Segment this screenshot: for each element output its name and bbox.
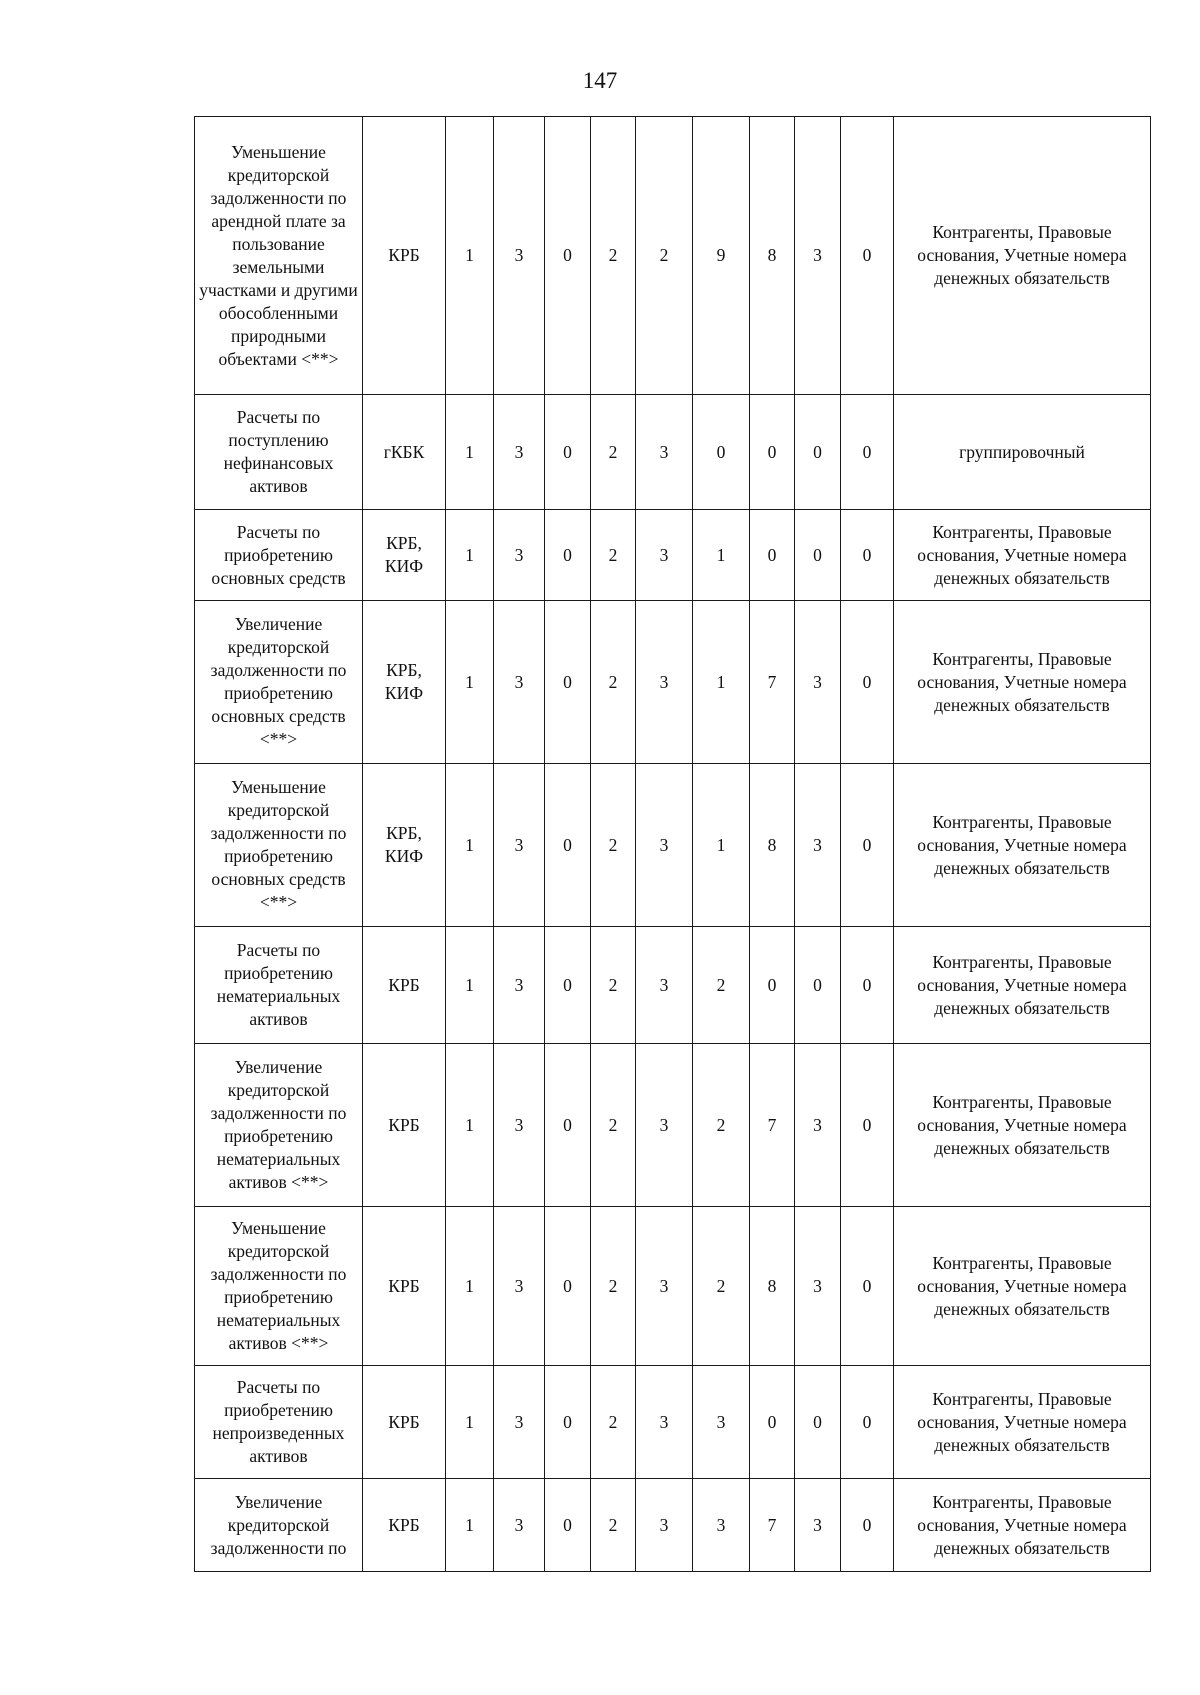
account-type-cell: КРБ bbox=[363, 1366, 446, 1479]
account-digit-cell: 0 bbox=[750, 1366, 795, 1479]
table-row bbox=[195, 395, 1151, 510]
account-digit-cell: 0 bbox=[841, 1366, 894, 1479]
account-name-cell: Уменьшение кредиторской задолженности по приобретению нематериальных активов <**> bbox=[195, 1207, 363, 1366]
account-digit-cell: 3 bbox=[636, 764, 693, 927]
account-digit-cell: 3 bbox=[494, 1044, 545, 1207]
account-digit-cell: 0 bbox=[750, 510, 795, 601]
account-digit-cell: 0 bbox=[841, 927, 894, 1044]
account-digit-cell: 0 bbox=[795, 927, 841, 1044]
account-digit-cell: 3 bbox=[494, 927, 545, 1044]
account-digit-cell: 1 bbox=[446, 510, 494, 601]
analytics-cell: Контрагенты, Правовые основания, Учетные номера денежных обязательств bbox=[894, 117, 1151, 395]
account-digit-cell: 2 bbox=[591, 117, 636, 395]
account-digit-cell: 3 bbox=[494, 1207, 545, 1366]
account-digit-cell: 3 bbox=[795, 1044, 841, 1207]
account-digit-cell: 3 bbox=[636, 1044, 693, 1207]
account-digit-cell: 0 bbox=[693, 395, 750, 510]
account-digit-cell: 1 bbox=[446, 764, 494, 927]
account-digit-cell: 0 bbox=[795, 1366, 841, 1479]
account-digit-cell: 8 bbox=[750, 1207, 795, 1366]
account-digit-cell: 3 bbox=[636, 927, 693, 1044]
table-row bbox=[195, 601, 1151, 764]
account-digit-cell: 3 bbox=[795, 117, 841, 395]
account-digit-cell: 0 bbox=[841, 510, 894, 601]
analytics-cell: Контрагенты, Правовые основания, Учетные номера денежных обязательств bbox=[894, 927, 1151, 1044]
account-digit-cell: 0 bbox=[841, 764, 894, 927]
account-type-cell: КРБ, КИФ bbox=[363, 601, 446, 764]
table-row bbox=[195, 117, 1151, 395]
analytics-cell: Контрагенты, Правовые основания, Учетные номера денежных обязательств bbox=[894, 601, 1151, 764]
account-name-cell: Увеличение кредиторской задолженности по приобретению нематериальных активов <**> bbox=[195, 1044, 363, 1207]
account-digit-cell: 3 bbox=[494, 395, 545, 510]
account-digit-cell: 3 bbox=[636, 395, 693, 510]
account-digit-cell: 8 bbox=[750, 764, 795, 927]
account-digit-cell: 0 bbox=[841, 1479, 894, 1572]
account-digit-cell: 2 bbox=[591, 1044, 636, 1207]
analytics-cell: Контрагенты, Правовые основания, Учетные номера денежных обязательств bbox=[894, 1044, 1151, 1207]
account-digit-cell: 1 bbox=[446, 601, 494, 764]
analytics-cell: Контрагенты, Правовые основания, Учетные номера денежных обязательств bbox=[894, 510, 1151, 601]
account-digit-cell: 3 bbox=[494, 510, 545, 601]
account-digit-cell: 8 bbox=[750, 117, 795, 395]
account-digit-cell: 3 bbox=[795, 601, 841, 764]
table-row bbox=[195, 1044, 1151, 1207]
account-digit-cell: 3 bbox=[693, 1479, 750, 1572]
table-row bbox=[195, 1366, 1151, 1479]
account-digit-cell: 1 bbox=[693, 764, 750, 927]
account-digit-cell: 2 bbox=[591, 1366, 636, 1479]
account-digit-cell: 0 bbox=[545, 1366, 591, 1479]
analytics-cell: группировочный bbox=[894, 395, 1151, 510]
account-digit-cell: 1 bbox=[693, 510, 750, 601]
account-digit-cell: 0 bbox=[545, 764, 591, 927]
table-row bbox=[195, 510, 1151, 601]
account-name-cell: Увеличение кредиторской задолженности по bbox=[195, 1479, 363, 1572]
account-digit-cell: 2 bbox=[591, 510, 636, 601]
account-digit-cell: 1 bbox=[446, 1044, 494, 1207]
table-row bbox=[195, 927, 1151, 1044]
account-digit-cell: 3 bbox=[636, 1207, 693, 1366]
account-digit-cell: 3 bbox=[636, 1366, 693, 1479]
account-digit-cell: 2 bbox=[591, 395, 636, 510]
account-digit-cell: 3 bbox=[636, 510, 693, 601]
account-digit-cell: 7 bbox=[750, 601, 795, 764]
account-digit-cell: 0 bbox=[841, 117, 894, 395]
account-digit-cell: 3 bbox=[795, 764, 841, 927]
account-digit-cell: 7 bbox=[750, 1479, 795, 1572]
account-digit-cell: 0 bbox=[750, 395, 795, 510]
account-digit-cell: 0 bbox=[841, 601, 894, 764]
account-type-cell: КРБ bbox=[363, 927, 446, 1044]
account-type-cell: КРБ, КИФ bbox=[363, 764, 446, 927]
account-digit-cell: 1 bbox=[446, 117, 494, 395]
account-digit-cell: 0 bbox=[545, 395, 591, 510]
analytics-cell: Контрагенты, Правовые основания, Учетные номера денежных обязательств bbox=[894, 1366, 1151, 1479]
account-digit-cell: 0 bbox=[545, 510, 591, 601]
account-name-cell: Расчеты по поступлению нефинансовых активов bbox=[195, 395, 363, 510]
account-digit-cell: 0 bbox=[841, 1207, 894, 1366]
account-digit-cell: 2 bbox=[591, 927, 636, 1044]
table-row bbox=[195, 764, 1151, 927]
account-digit-cell: 2 bbox=[591, 1479, 636, 1572]
account-digit-cell: 7 bbox=[750, 1044, 795, 1207]
account-digit-cell: 3 bbox=[494, 1479, 545, 1572]
account-digit-cell: 0 bbox=[841, 395, 894, 510]
account-digit-cell: 0 bbox=[545, 601, 591, 764]
account-type-cell: гКБК bbox=[363, 395, 446, 510]
account-digit-cell: 3 bbox=[494, 601, 545, 764]
account-name-cell: Расчеты по приобретению нематериальных активов bbox=[195, 927, 363, 1044]
page-number: 147 bbox=[582, 68, 618, 93]
account-digit-cell: 2 bbox=[591, 1207, 636, 1366]
account-digit-cell: 0 bbox=[795, 510, 841, 601]
account-digit-cell: 1 bbox=[693, 601, 750, 764]
table-row bbox=[195, 1479, 1151, 1572]
account-digit-cell: 3 bbox=[795, 1479, 841, 1572]
account-type-cell: КРБ, КИФ bbox=[363, 510, 446, 601]
account-digit-cell: 3 bbox=[636, 601, 693, 764]
account-digit-cell: 3 bbox=[494, 117, 545, 395]
account-digit-cell: 0 bbox=[750, 927, 795, 1044]
analytics-cell: Контрагенты, Правовые основания, Учетные номера денежных обязательств bbox=[894, 1207, 1151, 1366]
account-digit-cell: 1 bbox=[446, 1366, 494, 1479]
account-digit-cell: 3 bbox=[795, 1207, 841, 1366]
account-digit-cell: 3 bbox=[494, 1366, 545, 1479]
account-type-cell: КРБ bbox=[363, 1207, 446, 1366]
account-digit-cell: 2 bbox=[591, 764, 636, 927]
account-name-cell: Расчеты по приобретению непроизведенных активов bbox=[195, 1366, 363, 1479]
account-digit-cell: 2 bbox=[591, 601, 636, 764]
account-digit-cell: 1 bbox=[446, 395, 494, 510]
analytics-cell: Контрагенты, Правовые основания, Учетные номера денежных обязательств bbox=[894, 1479, 1151, 1572]
account-digit-cell: 9 bbox=[693, 117, 750, 395]
account-digit-cell: 0 bbox=[545, 117, 591, 395]
account-digit-cell: 0 bbox=[545, 1479, 591, 1572]
account-type-cell: КРБ bbox=[363, 1479, 446, 1572]
account-digit-cell: 2 bbox=[693, 1207, 750, 1366]
account-digit-cell: 1 bbox=[446, 1479, 494, 1572]
account-digit-cell: 0 bbox=[545, 1044, 591, 1207]
account-name-cell: Уменьшение кредиторской задолженности по приобретению основных средств <**> bbox=[195, 764, 363, 927]
account-digit-cell: 0 bbox=[545, 1207, 591, 1366]
account-digit-cell: 0 bbox=[545, 927, 591, 1044]
account-digit-cell: 2 bbox=[693, 927, 750, 1044]
account-digit-cell: 1 bbox=[446, 1207, 494, 1366]
account-type-cell: КРБ bbox=[363, 1044, 446, 1207]
account-digit-cell: 3 bbox=[494, 764, 545, 927]
account-digit-cell: 3 bbox=[636, 1479, 693, 1572]
table-row bbox=[195, 1207, 1151, 1366]
account-digit-cell: 1 bbox=[446, 927, 494, 1044]
account-digit-cell: 3 bbox=[693, 1366, 750, 1479]
account-digit-cell: 0 bbox=[841, 1044, 894, 1207]
account-name-cell: Уменьшение кредиторской задолженности по арендной плате за пользование земельными участками и другими обособленными природными объектами <**> bbox=[195, 117, 363, 395]
account-name-cell: Увеличение кредиторской задолженности по приобретению основных средств <**> bbox=[195, 601, 363, 764]
account-digit-cell: 2 bbox=[693, 1044, 750, 1207]
account-name-cell: Расчеты по приобретению основных средств bbox=[195, 510, 363, 601]
account-digit-cell: 2 bbox=[636, 117, 693, 395]
account-type-cell: КРБ bbox=[363, 117, 446, 395]
analytics-cell: Контрагенты, Правовые основания, Учетные номера денежных обязательств bbox=[894, 764, 1151, 927]
table-body bbox=[195, 117, 1151, 1572]
accounts-table bbox=[194, 116, 1151, 1572]
account-digit-cell: 0 bbox=[795, 395, 841, 510]
